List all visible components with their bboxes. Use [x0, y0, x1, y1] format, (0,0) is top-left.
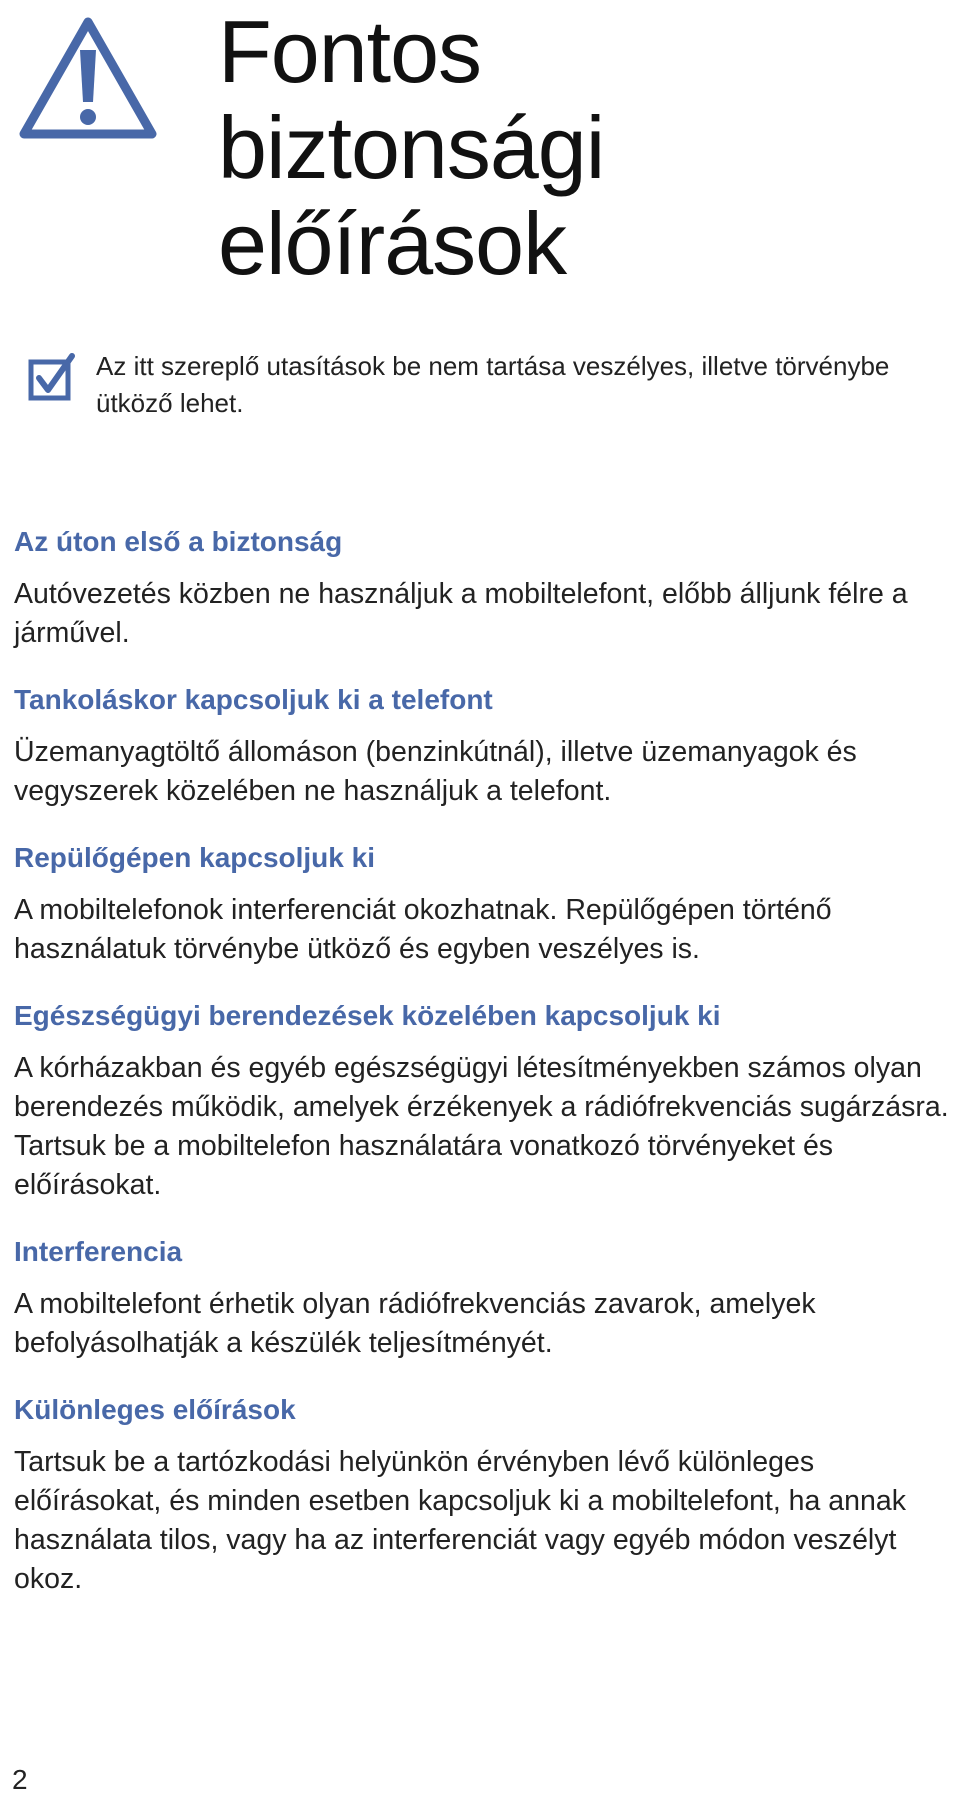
section-heading: Különleges előírások: [14, 1394, 296, 1425]
section-refueling: [14, 683, 954, 811]
section-road-safety: [14, 525, 954, 653]
warning-triangle-icon: [16, 14, 160, 142]
section-interference: [14, 1235, 954, 1363]
section-medical-equipment: [14, 999, 954, 1205]
section-heading: Interferencia: [14, 1236, 183, 1267]
page-title: [218, 4, 604, 292]
section-body: Autóvezetés közben ne használjuk a mobiltelefont, előbb álljunk félre a járművel.: [14, 578, 908, 649]
title-line: előírások: [218, 194, 567, 293]
section-heading: Repülőgépen kapcsoljuk ki: [14, 842, 375, 873]
section-heading: Egészségügyi berendezések közelében kapcsoljuk ki: [14, 1000, 721, 1031]
section-body: Tartsuk be a tartózkodási helyünkön érvényben lévő különleges előírásokat, és minden esetben kapcsoljuk ki a mobiltelefont, ha annak használata tilos, vagy ha az interferenciát vagy egyéb módon veszélyt okoz.: [14, 1446, 906, 1595]
section-special-regulations: [14, 1393, 954, 1599]
checkbox-check-icon: [28, 352, 76, 402]
section-body: A kórházakban és egyéb egészségügyi létesítményekben számos olyan berendezés működik, amelyek érzékenyek a rádiófrekvenciás sugárzásra. Tartsuk be a mobiltelefon használatára vonatkozó törvényeket és előírásokat.: [14, 1052, 949, 1201]
section-heading: Tankoláskor kapcsoljuk ki a telefont: [14, 684, 493, 715]
page-number: 2: [12, 1764, 28, 1795]
section-aircraft: [14, 841, 954, 969]
title-line: Fontos: [218, 2, 482, 101]
safety-sections: [14, 525, 954, 1629]
title-line: biztonsági: [218, 98, 605, 197]
section-body: A mobiltelefonok interferenciát okozhatnak. Repülőgépen történő használatuk törvénybe ütköző és egyben veszélyes is.: [14, 894, 832, 965]
section-body: Üzemanyagtöltő állomáson (benzinkútnál), illetve üzemanyagok és vegyszerek közelében ne használjuk a telefont.: [14, 736, 857, 807]
section-heading: Az úton első a biztonság: [14, 526, 343, 557]
section-body: A mobiltelefont érhetik olyan rádiófrekvenciás zavarok, amelyek befolyásolhatják a készülék teljesítményét.: [14, 1288, 816, 1359]
note-text: Az itt szereplő utasítások be nem tartása veszélyes, illetve törvénybe ütköző lehet.: [96, 351, 890, 418]
